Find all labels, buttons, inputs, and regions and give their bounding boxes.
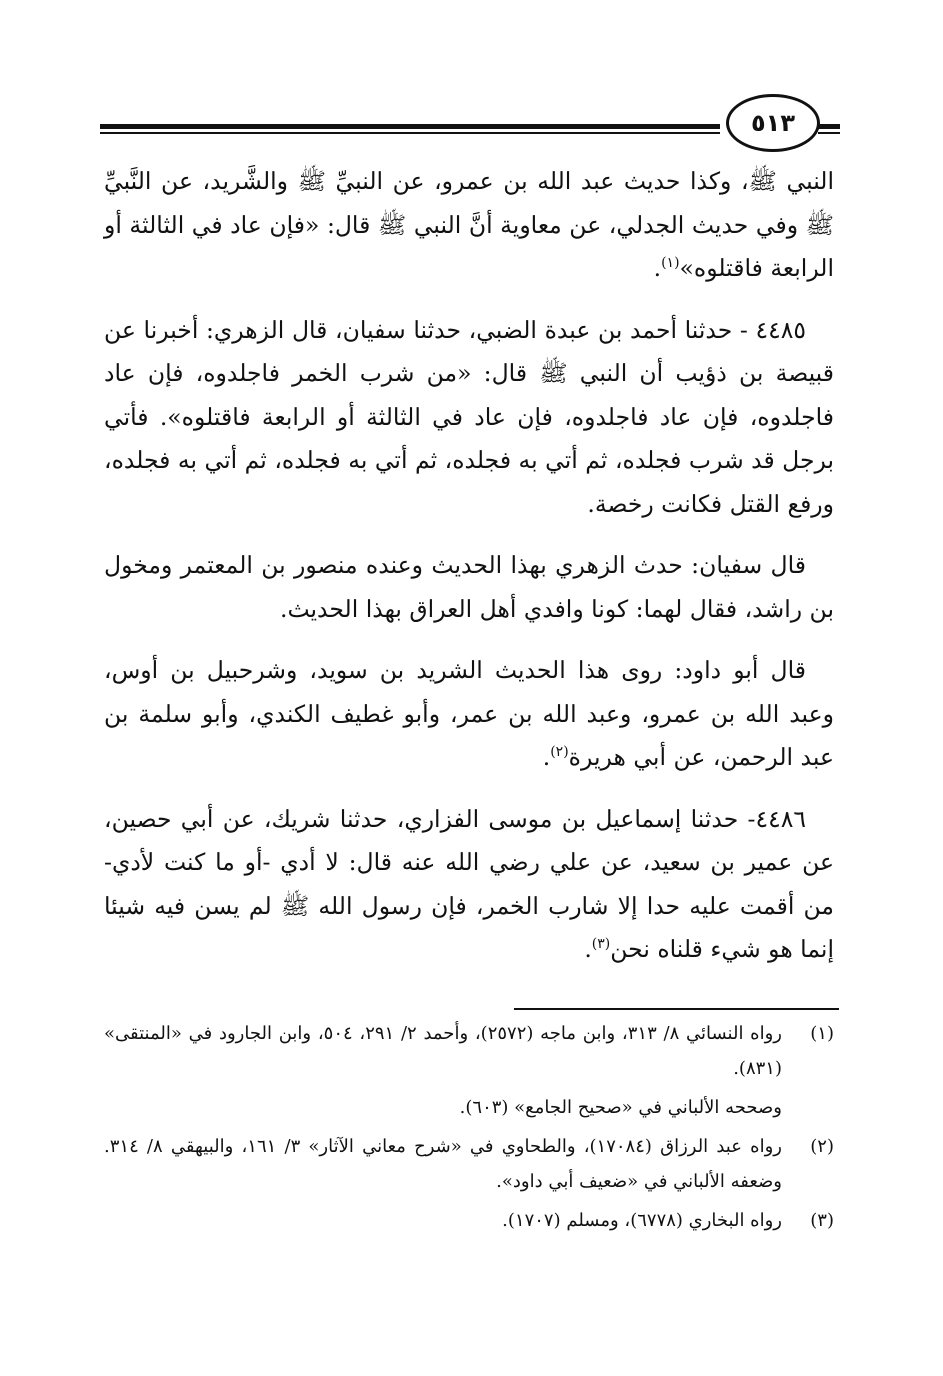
footnote-ref-3: (٣)	[591, 936, 611, 953]
hadith-4486-text: ٤٤٨٦- حدثنا إسماعيل بن موسى الفزاري، حدثنا شريك، عن أبي حصين، عن عمير بن سعيد، عن علي رضي الله عنه قال: لا أدي -أو ما كنت لأدي- من أقمت عليه حدا إلا شارب الخمر، فإن رسول الله ﷺ لم يسن فيه شيئا إنما هو شيء قلناه نحن	[104, 804, 834, 963]
paragraph-abu-dawud-text: قال أبو داود: روى هذا الحديث الشريد بن سويد، وشرحبيل بن أوس، وعبد الله بن عمرو، وعبد الله بن عمر، وأبو غطيف الكندي، وأبو سلمة بن عبد الرحمن، عن أبي هريرة	[104, 656, 834, 771]
page-number: ٥١٣	[726, 94, 820, 152]
footnote-ref-1: (١)	[661, 255, 680, 272]
main-text	[104, 160, 834, 990]
footnote-ref-2: (٢)	[550, 744, 569, 761]
page-header	[100, 92, 840, 154]
footnote-2-number: (٢)	[810, 1136, 834, 1157]
footnote-1-text: رواه النسائي ٨/ ٣١٣، وابن ماجه (٢٥٧٢)، وأحمد ٢/ ٢٩١، ٥٠٤، وابن الجارود في «المنتقى» (٨٣١).	[104, 1023, 782, 1079]
paragraph-1	[104, 160, 834, 291]
paragraph-abu-dawud-end: .	[542, 743, 551, 771]
header-rule-thin-right	[818, 132, 840, 134]
footnote-1	[104, 1016, 834, 1086]
paragraph-sufyan: قال سفيان: حدث الزهري بهذا الحديث وعنده منصور بن المعتمر ومخول بن راشد، فقال لهما: كونا وافدي أهل العراق بهذا الحديث.	[104, 551, 834, 623]
footnote-2	[104, 1129, 834, 1199]
footnotes	[104, 1016, 834, 1242]
footnote-3-text: رواه البخاري (٦٧٧٨)، ومسلم (١٧٠٧).	[502, 1210, 782, 1231]
hadith-4486	[104, 798, 834, 972]
header-rule-thin	[100, 132, 720, 134]
footnote-3-number: (٣)	[810, 1210, 834, 1231]
header-rule-thick-right	[818, 124, 840, 129]
footnote-1-number: (١)	[810, 1023, 834, 1044]
footnote-2-text: رواه عبد الرزاق (١٧٠٨٤)، والطحاوي في «شرح معاني الآثار» ٣/ ١٦١، والبيهقي ٨/ ٣١٤. وضعفه الألباني في «ضعيف أبي داود».	[104, 1136, 782, 1192]
paragraph-1-text: النبي ﷺ، وكذا حديث عبد الله بن عمرو، عن النبيِّ ﷺ والشَّريد، عن النَّبيِّ ﷺ وفي حديث الجدلي، عن معاوية أنَّ النبي ﷺ قال: «فإن عاد في الثالثة أو الرابعة فاقتلوه»	[104, 167, 834, 282]
footnote-separator	[514, 1008, 839, 1010]
header-rule-thick	[100, 124, 720, 129]
paragraph-1-end: .	[653, 254, 662, 282]
hadith-4485: ٤٤٨٥ - حدثنا أحمد بن عبدة الضبي، حدثنا سفيان، قال الزهري: أخبرنا عن قبيصة بن ذؤيب أن النبي ﷺ قال: «من شرب الخمر فاجلدوه، فإن عاد فاجلدوه، فإن عاد فاجلدوه، فإن عاد في الثالثة أو الرابعة فاقتلوه». فأتي برجل قد شرب فجلده، ثم أتي به فجلده، ثم أتي به فجلده، ثم أتي به فجلده، ورفع القتل فكانت رخصة.	[104, 315, 834, 518]
footnote-1-extra: وصححه الألباني في «صحيح الجامع» (٦٠٣).	[459, 1097, 782, 1118]
paragraph-abu-dawud	[104, 649, 834, 780]
footnote-3	[104, 1203, 834, 1238]
hadith-4486-end: .	[584, 935, 592, 963]
